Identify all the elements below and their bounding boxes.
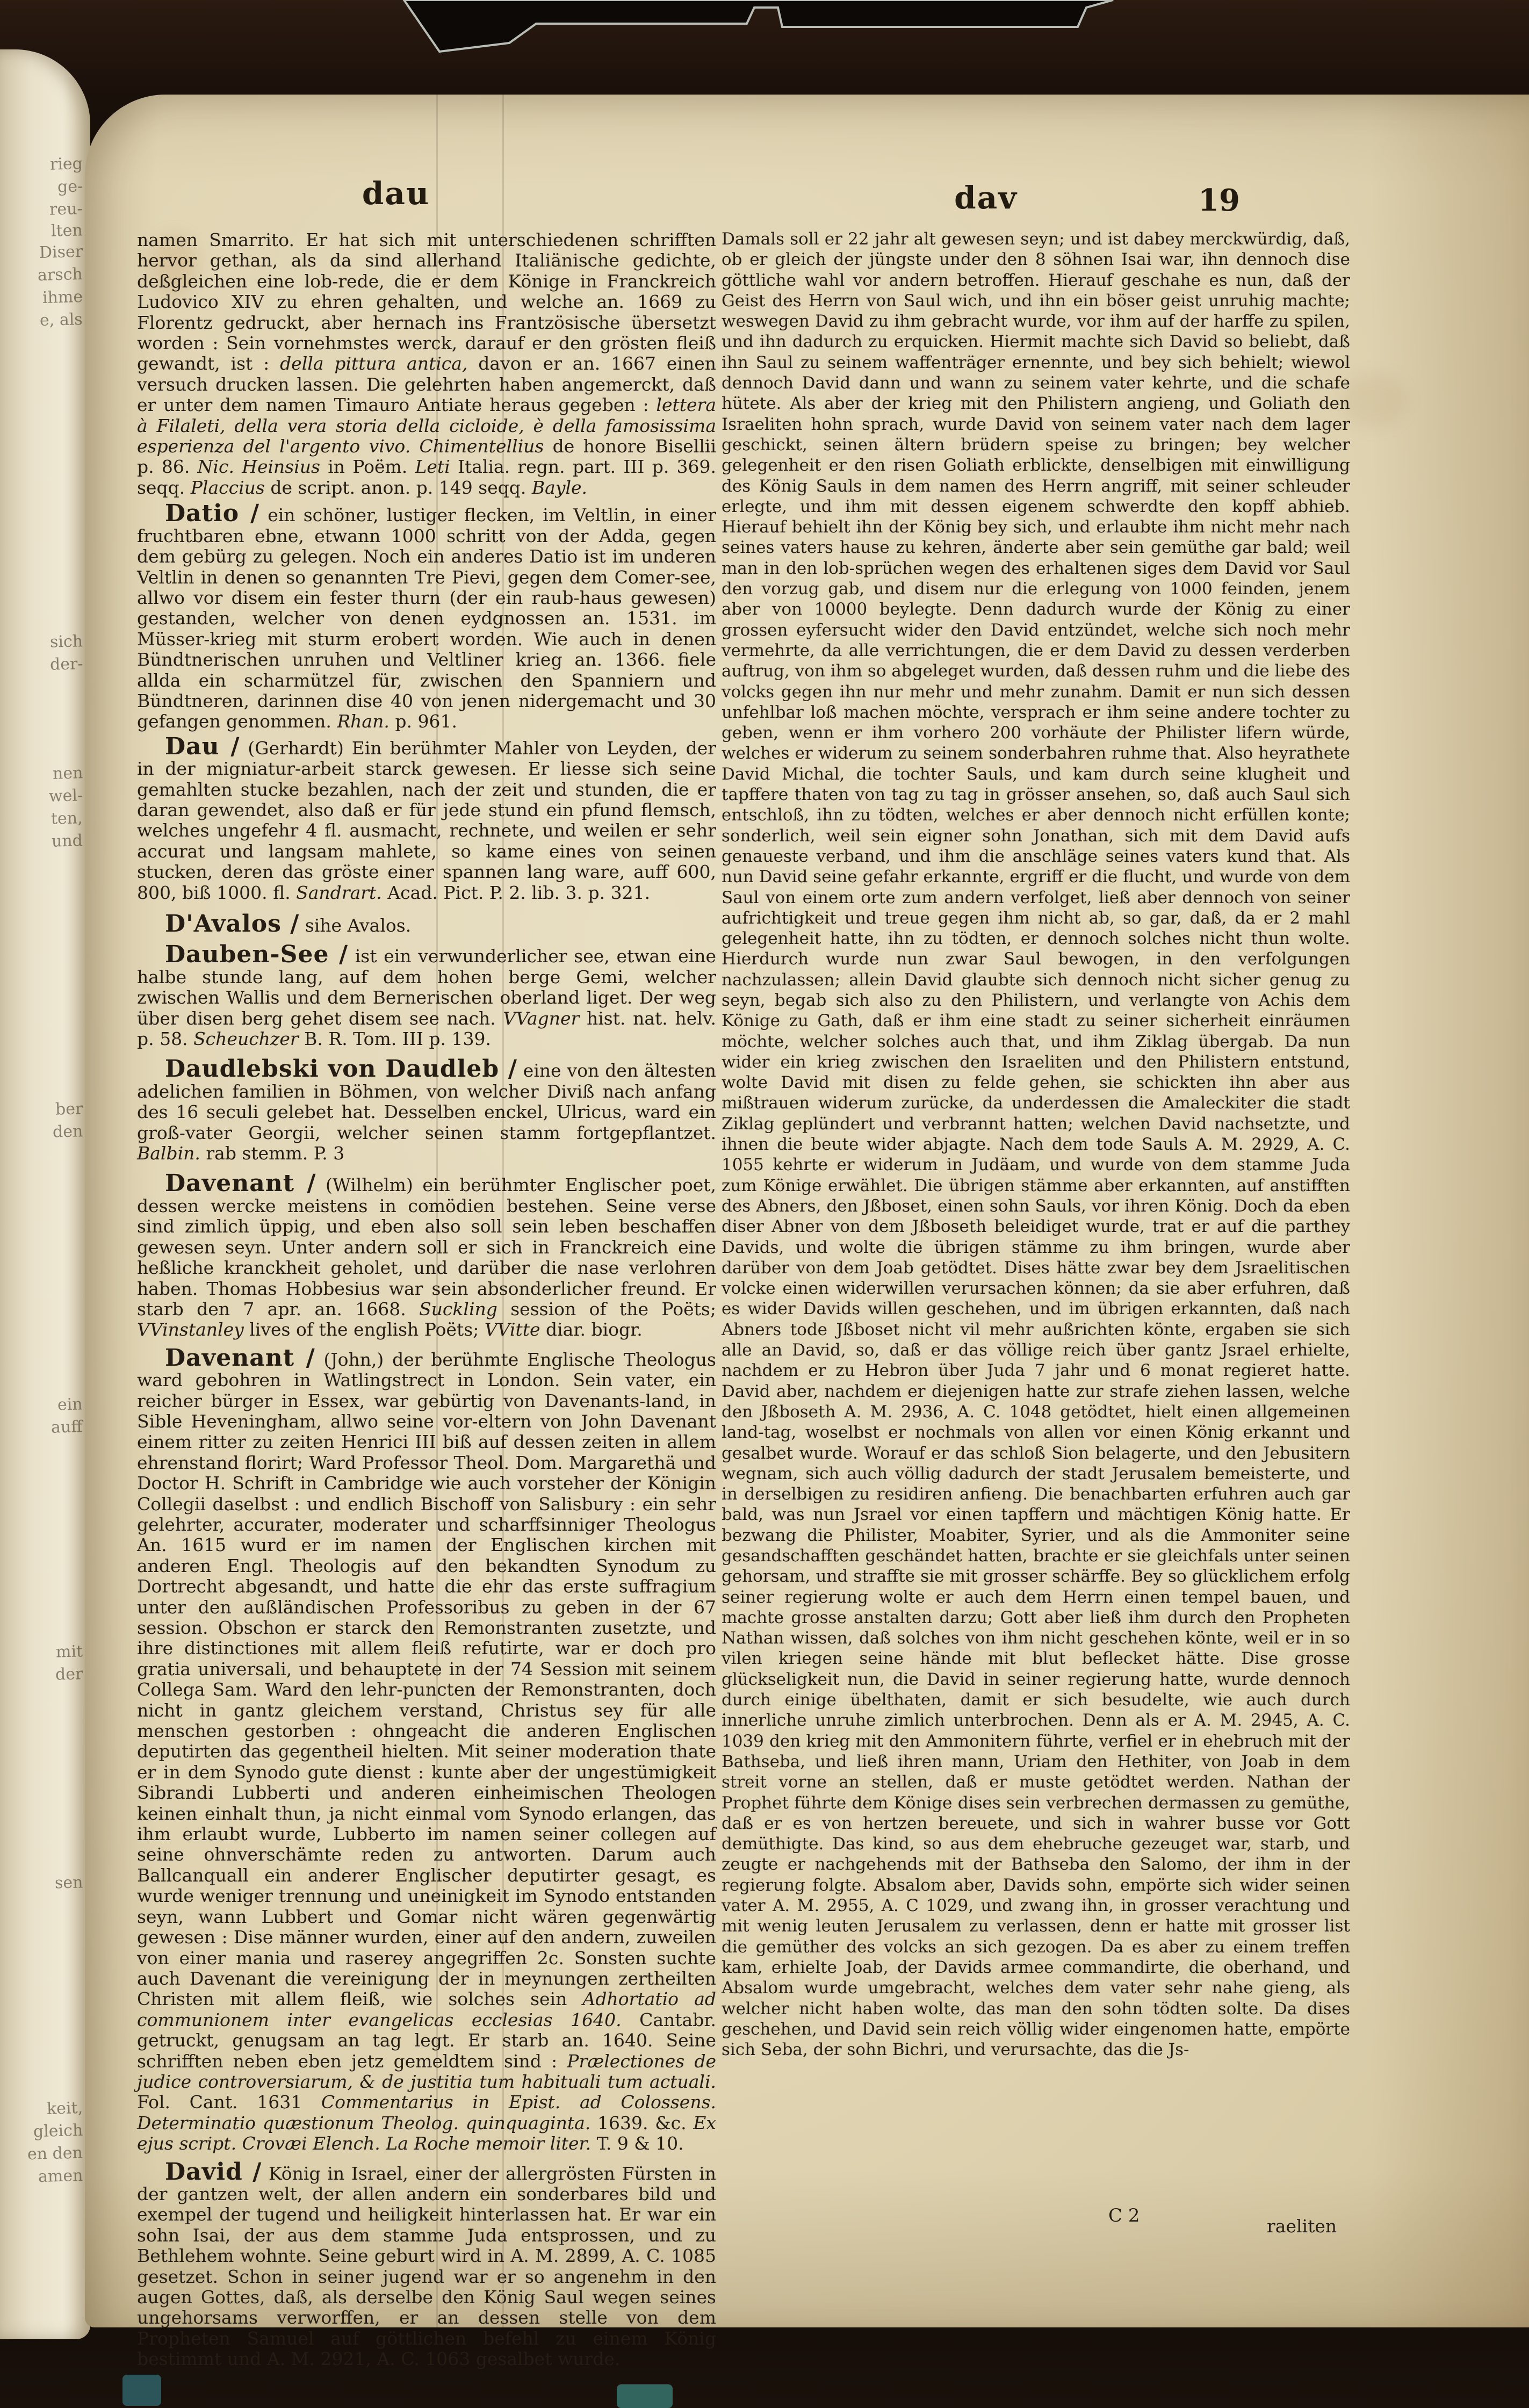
- prev-page-text-fragment: ihme: [42, 287, 83, 307]
- latin-citation: Nic. Heinsius: [197, 456, 320, 478]
- latin-citation: VVagner: [503, 1007, 580, 1029]
- entry-david-continuation: [722, 229, 1350, 2060]
- latin-citation: Commentarius in Epist. ad Colossens. Determinatio quæstionum Theolog. quinquaginta.: [137, 2092, 716, 2133]
- running-head-right: dav: [954, 179, 1018, 216]
- prev-page-text-fragment: sen: [54, 1873, 83, 1893]
- body-text: ist ein verwunderlicher see, etwan eine halbe stunde lang, auf dem hohen berge Gemi, welcher zwischen Wallis und dem Bernerischen oberland liget. Der weg über disen berg gehet disem see nach.: [137, 946, 716, 1029]
- paper-stain: [1342, 374, 1407, 428]
- latin-citation: Leti: [415, 456, 450, 478]
- prev-page-text-fragment: auff: [51, 1417, 83, 1437]
- body-text: de script. anon. p. 149 seqq.: [264, 477, 532, 498]
- prev-page-text-fragment: ber: [55, 1099, 83, 1119]
- body-text: sihe Avalos.: [299, 915, 412, 936]
- entry-smarrito-continuation: [137, 230, 716, 498]
- entry-headword: Dauben-See /: [165, 941, 349, 969]
- clamp-outline: [404, 0, 1113, 52]
- latin-citation: Balbin.: [137, 1143, 200, 1164]
- latin-citation: Sandrart.: [296, 882, 382, 903]
- entry-headword: David /: [165, 2158, 262, 2186]
- body-text: (Wilhelm) ein berühmter Englischer poet, dessen wercke meistens in comödien bestehen. Seine verse sind zimlich üppig, und eben also soll sein leben beschaffen gewesen seyn. Unter andern soll er sich in Franckreich eine heßliche kranckheit geholet, und darüber die nase verlohren haben. Thomas Hobbesius war sein absonderlicher freund. Er starb den 7 apr. an. 1668.: [137, 1174, 716, 1320]
- prev-page-text-fragment: mit: [55, 1642, 83, 1662]
- prev-page-text-fragment: en den: [27, 2143, 83, 2164]
- book-cradle-clamp: [0, 0, 1529, 113]
- body-text: B. R. Tom. III p. 139.: [298, 1028, 491, 1050]
- prev-page-text-fragment: keit,: [46, 2099, 83, 2118]
- entry-david: [137, 2158, 716, 2370]
- prev-page-text-fragment: reu-: [49, 199, 83, 219]
- entry-dauben-see: [137, 941, 716, 1050]
- catchword: raeliten: [1267, 2216, 1337, 2237]
- running-head-left: dau: [362, 175, 430, 212]
- signature-mark: C 2: [1108, 2205, 1140, 2226]
- body-text: diar. biogr.: [540, 1319, 643, 1340]
- latin-citation: VVinstanley: [137, 1319, 244, 1340]
- prev-page-text-fragment: den: [52, 1122, 83, 1142]
- latin-citation: Adhortatio ad communionem inter evangelicas ecclesias 1640.: [137, 1988, 716, 2030]
- body-text: T. 9 & 10.: [591, 2133, 684, 2154]
- prev-page-text-fragment: lten: [51, 221, 83, 241]
- prev-page-text-fragment: der-: [49, 654, 83, 674]
- entry-headword: D'Avalos /: [165, 910, 300, 938]
- latin-citation: Rhan.: [337, 711, 390, 732]
- prev-page-text-fragment: amen: [38, 2166, 83, 2187]
- entry-headword: Datio /: [165, 500, 260, 528]
- entry-datio: [137, 500, 716, 732]
- prev-page-text-fragment: und: [51, 831, 83, 851]
- prev-page-text-fragment: gleich: [33, 2121, 83, 2142]
- body-text: Acad. Pict. P. 2. lib. 3. p. 321.: [381, 882, 651, 903]
- latin-citation: Scheuchzer: [193, 1028, 299, 1050]
- body-text: namen Smarrito. Er hat sich mit unterschiedenen schrifften hervor gethan, als da sind allerhand Italiänische gedichte, deßgleichen eine lob-rede, die er dem Könige in Franckreich Ludovico XIV zu ehren gehalten, und welche an. 1669 zu Florentz gedruckt, aber hernach ins Frantzösische übersetzt worden : Sein vornehmstes werck, darauf er den grösten fleiß gewandt, ist :: [137, 229, 716, 374]
- body-text: 1639. &c.: [590, 2112, 694, 2133]
- entry-dau-gerhardt: [137, 732, 717, 903]
- latin-citation: della pittura antica,: [280, 353, 468, 374]
- body-text: lives of the english Poëts;: [243, 1319, 485, 1340]
- entry-headword: Davenant /: [165, 1344, 315, 1372]
- body-text: (John,) der berühmte Englische Theologus ward gebohren in Watlingstrect in London. Sein vater, ein reicher bürger in Essex, war gebürtig von Davenants-land, in Sible Heveningham, allwo seine vor-eltern von John Davenant einem ritter zu zeiten Henrici III biß auf dessen zeiten in allem ehrenstand florirt; Ward Professor Theol. Dom. Margarethä und Doctor H. Schrift in Cambridge wie auch vorsteher der Königin Collegii daselbst : und endlich Bischoff von Salisbury : ein sehr gelehrter, accurater, moderater und scharffsinniger Theologus An. 1615 wurd er im namen der Englischen kirchen mit anderen Engl. Theologis auf den bekandten Synodum zu Dortrecht abgesandt, und hatte die ehr das erste suffragium unter den außländischen Professoribus zu geben in der 67 session. Obschon er starck den Remonstranten zusetzte, und ihre distinctiones mit allem fleiß refutirte, war er doch pro gratia universali, und behauptete in der 74 Session mit seinem Collega Sam. Ward den lehr-puncten der Remonstranten, doch nicht in gantz gleichem verstand, Christus sey für alle menschen gestorben : ohngeacht die anderen Englischen deputirten das gegentheil hielten. Mit seiner moderation thate er in dem Synodo gute dienst : kunte aber der ungestümigkeit Sibrandi Lubberti und anderen einheimischen Theologen keinen einhalt thun, ja nicht einmal vom Synodo erlangen, das ihm erlaubt wurde, Lubberto im namen seiner collegen auf seine ohnverschämte reden zu antworten. Darum auch Ballcanquall ein anderer Englischer deputirter gesagt, es wurde weniger trennung und uneinigkeit im Synodo entstanden seyn, wann Lubbert und Gomar nicht wären gegenwärtig gewesen : Dise männer wurden, einer auf den andern, zuweilen von einer mania und raserey angegriffen 2c. Sonsten suchte auch Davenant die vereinigung der in meynungen zertheilten Christen mit allem fleiß, wie solches sein: [137, 1349, 716, 2010]
- body-text: eine von den ältesten adelichen familien in Böhmen, von welcher Diviß nach anfang des 16 seculi gelebet hat. Desselben enckel, Ulricus, ward ein groß-vater Georgii, welcher seinen stamm fortgepflantzet.: [137, 1060, 716, 1143]
- entry-daudlebski: [137, 1055, 716, 1164]
- body-text: Damals soll er 22 jahr alt gewesen seyn; und ist dabey merckwürdig, daß, ob er gleich der jüngste under den 8 söhnen Isai war, ihn dennoch dise göttliche wahl vor andern betroffen. Hierauf geschahe es nun, daß der Geist des Herrn von Saul wich, und ihn ein böser geist unruhig machte; weswegen David zu ihm gebracht wurde, vor ihm auf der harffe zu spilen, und ihn dadurch zu erquicken. Hiermit machte sich David so beliebt, daß ihn Saul zu seinem waffenträger ernennte, und bey sich behielt; wiewol dennoch David dann und wann zu seinem vater kehrte, und die schafe hütete. Als aber der krieg mit den Philistern angieng, und Goliath den Israeliten hohn sprach, wurde David von seinem vater nach dem lager geschickt, seinen ältern brüdern speise zu bringen; bey welcher gelegenheit er den risen Goliath erblickte, denselbigen mit einwilligung des König Sauls in dem namen des Herrn angriff, mit seiner schleuder erlegte, und ihm mit dessen eigenem schwerdte den kopff abhieb. Hierauf behielt ihn der König bey sich, und erlaubte ihm nicht mehr nach seines vaters hause zu kehren, änderte aber sein gemüthe gar bald; weil man in den lob-sprüchen wegen des erhaltenen siges dem David vor Saul den vorzug gab, und disem nur die erlegung von 1000 feinden, jenem aber von 10000 beylegte. Denn dadurch wurde der König zu einer grossen eyfersucht wider den David entzündet, welche sich noch mehr vermehrte, da alle verrichtungen, die er dem David zu dessen verderben auftrug, von ihm so abgeleget wurden, daß dessen ruhm und die liebe des volcks gegen ihn nur mehr und mehr zunahm. Damit er nun sich dessen unfehlbar loß machen möchte, versprach er ihm seine andere tochter zu geben, wenn er ihm vorhero 200 vorhäute der Philister lifern würde, welches er widerum zu seinem sonderbahren ruhme that. Also heyrathete David Michal, die tochter Sauls, und kam durch seine klugheit und tapffere thaten von tag zu tag in grösser ansehen, so, daß auch Saul sich entschloß, ihn zu tödten, welches er aber dennoch nicht erfüllen konte; sonderlich, weil sein eigner sohn Jonathan, sich mit dem David aufs genaueste verband, und ihm die anschläge seines vaters kund that. Als nun David seine gefahr erkannte, ergriff er die flucht, und wurde von dem Saul von einem orte zum andern verfolget, ließ aber dennoch von seiner aufrichtigkeit und treue gegen ihm nicht ab, so gar, daß, da er 2 mahl gelegenheit hatte, ihn zu tödten, er dennoch solches nicht thun wolte. Hierdurch wurde nun zwar Saul bewogen, in den verfolgungen nachzulassen; allein David glaubte sich dennoch nicht sicher genug zu seyn, begab sich also zu den Philistern, und verlangte von Achis dem Könige zu Gath, daß er ihm eine stadt zu seiner sicherheit einräumen möchte, welcher solches auch that, und ihm Ziklag übergab. Da nun wider ein krieg zwischen den Israeliten und den Philistern entstund, wolte David mit disen zu felde gehen, sie schickten ihn aber aus mißtrauen widerum zurücke, da underdessen die Amaleckiter die stadt Ziklag geplündert und verbrannt hatten; welchen David nachsetzte, und ihnen die beute wider abjagte. Nach dem tode Sauls A. M. 2929, A. C. 1055 kehrte er widerum in Judäam, und wurde von dem stamme Juda zum Könige erwählet. Die übrigen stämme aber erkannten, auf anstifften des Abners, den Jßboset, einen sohn Sauls, vor ihren König. Doch da eben diser Abner von dem Jßboseth beleidiget wurde, trat er auf die parthey Davids, und wolte die übrigen stämme zu ihm bringen, wurde aber darüber von dem Joab getödtet. Dises hätte zwar bey dem Jsraelitischen volcke einen widerwillen verursachen können; da sie aber erfuhren, daß es wider Davids willen geschehen, und im übrigen erkannten, daß nach Abners tode Jßboset nicht vil mehr außrichten könte, ergaben sie sich alle an David, so, daß er das völlige reich über gantz Jsrael erhielte, nachdem er zu Hebron über Juda 7 jahr und 6 monat regieret hatte. David aber, nachdem er diejenigen hatte zur strafe ziehen lassen, welche den Jßboseth A. M. 2936, A. C. 1048 getödtet, hielt einen allgemeinen land-tag, woselbst er nochmals von allen vor einen König erkannt und gesalbet wurde. Worauf er das schloß Sion belagerte, und den Jebusitern wegnam, sich auch völlig dadurch der stadt Jerusalem bemeisterte, und in derselbigen zu residiren anfieng. Die benachbarten erfuhren auch gar bald, was nun Jsrael vor einen tapffern und mächtigen König hatte. Er bezwang die Philister, Moabiter, Syrier, und als die Ammoniter seine gesandschafften geschändet hatten, brachte er sie gleichfals unter seinen gehorsam, und straffte sie mit grosser schärffe. Bey so glücklichem erfolg seiner regierung wolte er auch dem Herrn einen tempel bauen, und machte grosse anstalten darzu; Gott aber ließ ihm durch den Propheten Nathan wissen, daß solches von ihm nicht geschehen könte, weil er in so vilen kriegen seine hände mit blut beflecket hätte. Dise grosse glückseligkeit nun, die David in seiner regierung hatte, wurde dennoch durch einige übelthaten, damit er sich besudelte, wie auch durch innerliche unruhe zimlich unterbrochen. Denn als er A. M. 2945, A. C. 1039 den krieg mit den Ammonitern führte, verfiel er in ehebruch mit der Bathseba, und ließ ihren mann, Uriam den Hethiter, von Joab in dem streit vorne an stellen, daß er muste getödtet werden. Nathan der Prophet führte dem Könige dises sein verbrechen dermassen zu gemüthe, daß er es von hertzen bereuete, und sich in wahrer busse vor Gott demüthigte. Das kind, so aus dem ehebruche gezeuget war, starb, und zeugte er nachgehends mit der Bathseba den Salomo, der ihm in der regierung folgte. Absalom aber, Davids sohn, empörte sich wider seinen vater A. M. 2955, A. C 1029, und zwang ihn, in grosser verachtung und mit wenig leuten Jerusalem zu verlassen, denn er hatte mit grosser list die gemüther des volcks an sich gezogen. Da es aber zu einem treffen kam, erhielte Joab, der Davids armee commandirte, die oberhand, und Absalom wurde umgebracht, welches dem vater sehr nahe gieng, als welcher nicht haben wolte, das man den sohn tödten solte. Da dises geschehen, und David sein reich völlig wider eingenomen hatte, empörte sich Seba, der sohn Bichri, und verursachte, das die Js-: [722, 229, 1350, 2060]
- color-tab: [617, 2384, 673, 2408]
- prev-page-text-fragment: ten,: [51, 809, 83, 828]
- text-column-left: [137, 229, 717, 2370]
- prev-page-text-fragment: Diser: [39, 242, 83, 263]
- body-text: König in Israel, einer der allergrösten Fürsten in der gantzen welt, der allen andern ein sonderbares bild und exempel der tugend und heiligkeit hinterlassen hat. Er war ein sohn Isai, der aus dem stamme Juda entsprossen, und zu Bethlehem wohnte. Seine geburt wird in A. M. 2899, A. C. 1085 gesetzet. Schon in seiner jugend war er so angenehm in den augen Gottes, daß, als derselbe den König Saul wegen seines ungehorsams verworffen, er an dessen stelle von dem Propheten Samuel auf göttlichen befehl zu einem König bestimmt und A. M. 2921, A. C. 1063 gesalbet wurde.: [137, 2162, 716, 2370]
- body-text: hist. nat. helv. p. 58.: [137, 1007, 716, 1050]
- body-text: de honore Bisellii p. 86.: [137, 436, 716, 478]
- prev-page-text-fragment: e, als: [39, 309, 83, 330]
- entry-davenant-wilhelm: [137, 1170, 716, 1340]
- entry-davalos: [137, 910, 716, 938]
- book-page: [85, 95, 1529, 2370]
- latin-citation: Bayle.: [531, 477, 588, 498]
- prev-page-text-fragment: der: [55, 1664, 83, 1684]
- entry-davenant-john: [137, 1344, 716, 2154]
- prev-page-text-fragment: ein: [57, 1395, 83, 1415]
- latin-citation: Suckling: [419, 1298, 497, 1320]
- latin-citation: lettera à Filaleti, della vera storia della cicloide, è della famosissima esperienza del l'argento vivo.: [137, 394, 716, 457]
- previous-page-edge: [0, 49, 90, 2339]
- prev-page-text-fragment: wel-: [48, 786, 83, 806]
- prev-page-text-fragment: ge-: [57, 177, 83, 197]
- body-text: davon er an. 1667 einen versuch drucken lassen. Die gelehrten haben angemerckt, daß er unter dem namen Timauro Antiate heraus gegeben :: [137, 353, 716, 416]
- body-text: [410, 436, 419, 457]
- latin-citation: Prælectiones de judice controversiarum, & de justitia tum habituali tum actuali.: [137, 2050, 716, 2092]
- body-text: p. 961.: [389, 711, 457, 732]
- page-number: 19: [1198, 183, 1240, 218]
- entry-headword: Daudlebski von Daudleb /: [165, 1055, 517, 1083]
- entry-headword: Davenant /: [165, 1170, 316, 1198]
- body-text: (Gerhardt) Ein berühmter Mahler von Leyden, der in der migniatur-arbeit starck gewesen. Er liesse sich seine gemahlten stucke bezahlen, nach der zeit und stunden, die er daran gewendet, also daß er für jede stund ein pfund flemsch, welches ungefehr 4 fl. ausmacht, rechnete, und weilen er sehr accurat und langsam mahlete, so kame eines von seinen stucken, deren das gröste einer spannen lang ware, auff 600, 800, biß 1000. fl.: [137, 737, 717, 903]
- text-column-right: [722, 229, 1350, 2158]
- body-text: session of the Poëts;: [497, 1298, 716, 1320]
- body-text: Fol. Cant. 1631: [137, 2092, 321, 2113]
- latin-citation: VVitte: [484, 1319, 540, 1340]
- body-text: Italia. regn. part. III p. 369. seqq.: [137, 456, 717, 498]
- latin-citation: Ex ejus script. Crovæi Elench. La Roche memoir liter.: [137, 2112, 716, 2154]
- latin-citation: Placcius: [190, 477, 265, 498]
- prev-page-text-fragment: nen: [52, 763, 83, 783]
- entry-headword: Dau /: [165, 732, 240, 760]
- prev-page-text-fragment: arsch: [37, 264, 83, 285]
- body-text: Cantabr. getruckt, genugsam an tag legt. Er starb an. 1640. Seine schrifften neben eben jetz gemeldtem sind :: [137, 2009, 716, 2072]
- body-text: ein schöner, lustiger flecken, im Veltlin, in einer fruchtbaren ebne, etwann 1000 schritt von der Adda, gegen dem gebürg zu gelegen. Noch ein anderes Datio ist im underen Veltlin in denen so genannten Tre Pievi, gegen dem Comer-see, allwo vor disem ein fester thurn (der ein raub-haus gewesen) gestanden, welcher von denen eydgnossen an. 1531. im Müsser-krieg mit sturm erobert worden. Wie auch in denen Bündtnerischen unruhen und Veltliner krieg an. 1366. fiele allda ein scharmützel für, zwischen den Spanniern und Bündtneren, darinnen dise 40 von jenen nidergemacht und 30 gefangen genommen.: [137, 504, 716, 732]
- prev-page-text-fragment: rieg: [49, 154, 83, 174]
- body-text: rab stemm. P. 3: [200, 1143, 345, 1164]
- latin-citation: Chimentellius: [419, 436, 544, 457]
- color-tab: [122, 2375, 161, 2406]
- prev-page-text-fragment: sich: [49, 632, 83, 652]
- body-text: in Poëm.: [320, 456, 415, 478]
